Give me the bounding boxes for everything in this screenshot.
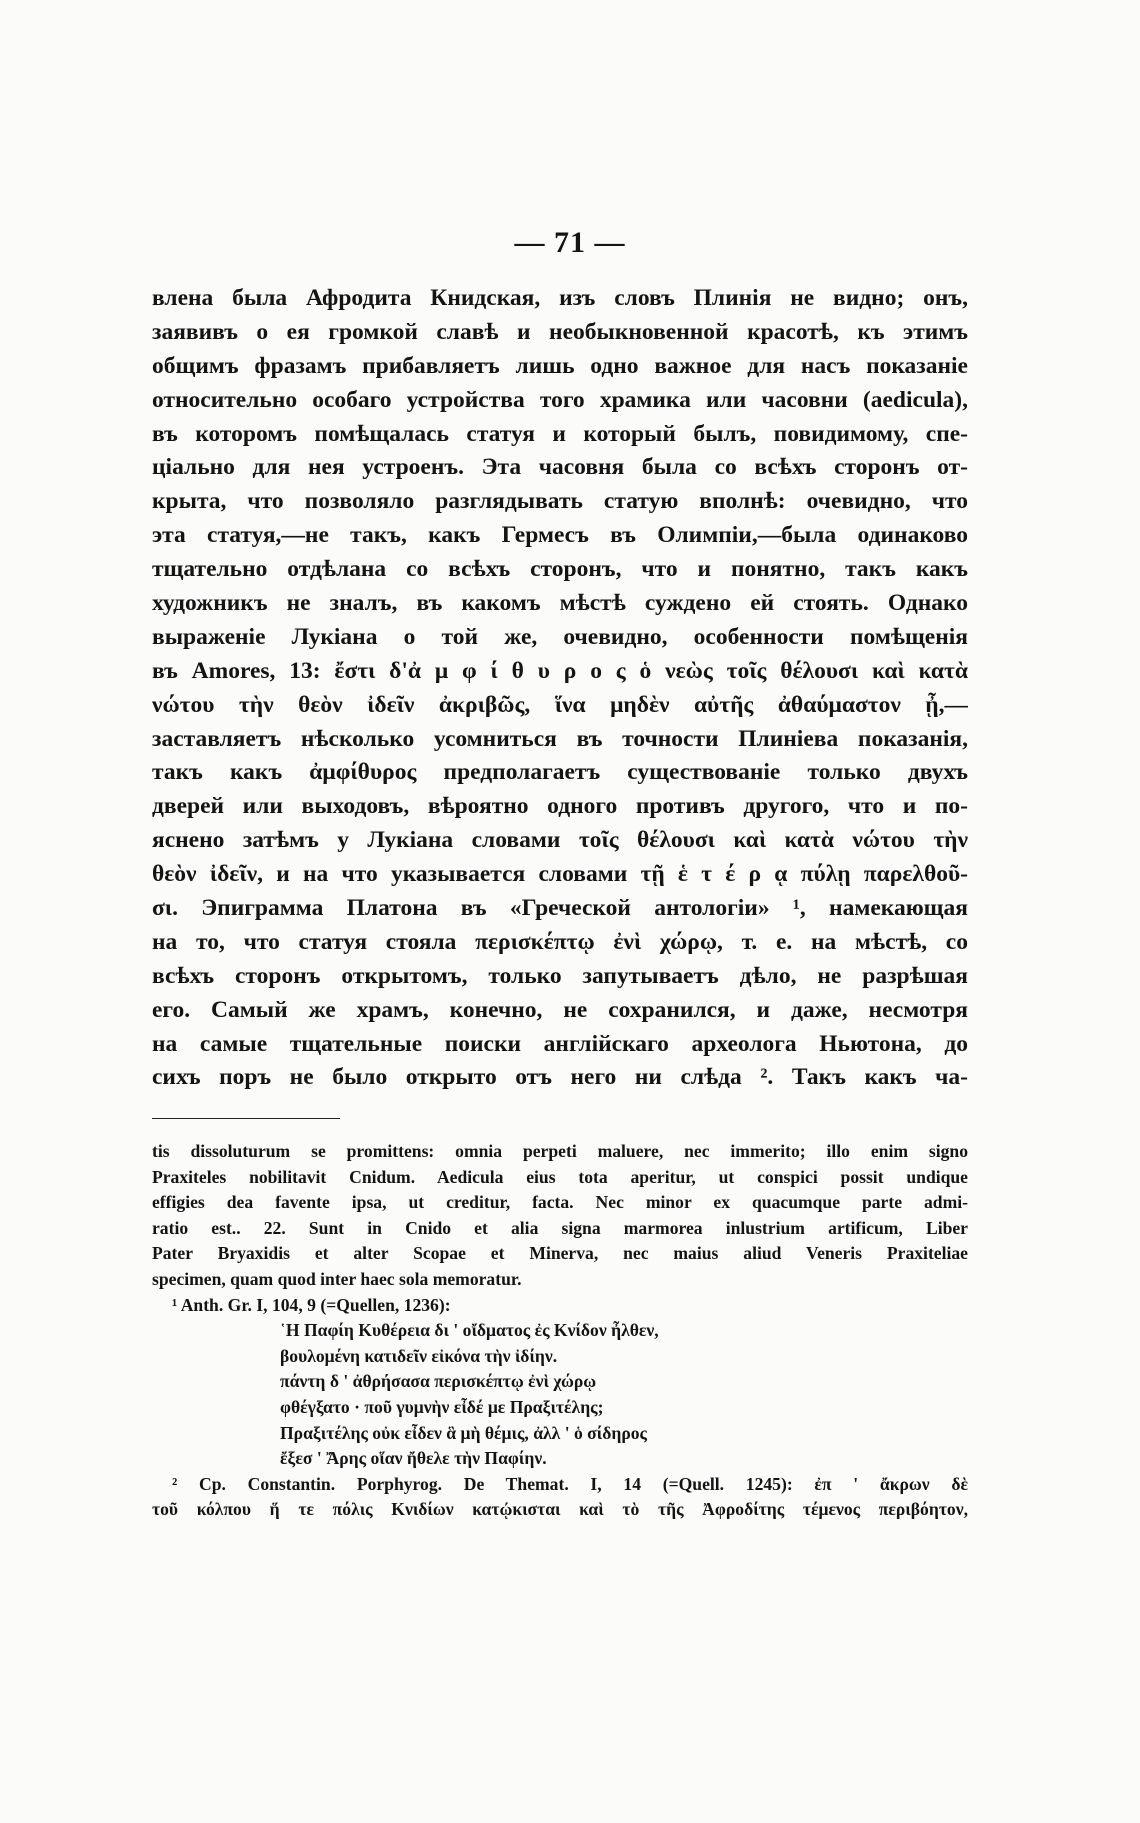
text-line: такъ какъ ἀμφίθυρος предполагаетъ существованіе только двухъ <box>152 759 968 786</box>
text-line: ціально для нея устроенъ. Эта часовня была со всѣхъ сторонъ от- <box>152 454 968 481</box>
text-line: относительно особаго устройства того храмика или часовни (aedicula), <box>152 386 968 413</box>
text-line: эта статуя,—не такъ, какъ Гермесъ въ Олимпіи,—была одинаково <box>152 522 968 549</box>
footnote-divider <box>152 1118 340 1119</box>
text-line: влена была Афродита Книдская, изъ словъ Плинія не видно; онъ, <box>152 285 968 311</box>
footnote-2-line: τοῦ κόλπου ἥ τε πόλις Κνιδίων κατῴκισται καὶ τὸ τῆς Ἀφροδίτης τέμενος περιβόητον, <box>152 1499 968 1520</box>
text-line: его. Самый же храмъ, конечно, не сохранился, и даже, несмотря <box>152 996 968 1023</box>
text-line: дверей или выходовъ, вѣроятно одного противъ другого, что и по- <box>152 793 968 820</box>
text-line: на самые тщательные поиски англійскаго археолога Ньютона, до <box>152 1030 968 1057</box>
footnote-continuation-line: ratio est.. 22. Sunt in Cnido et alia signa marmorea inlustrium artificum, Liber <box>152 1217 968 1238</box>
text-line: всѣхъ сторонъ открытомъ, только запутываетъ дѣло, не разрѣшая <box>152 962 968 989</box>
text-line: общимъ фразамъ прибавляетъ лишь одно важное для насъ показаніе <box>152 352 968 379</box>
text-line: νώτου τὴν θεὸν ἰδεῖν ἀκριβῶς, ἵνα μηδὲν αὐτῆς ἀθαύμαστον ᾖ,— <box>152 691 968 718</box>
text-line: заставляетъ нѣсколько усомниться въ точности Плиніева показанія, <box>152 725 968 752</box>
text-line: въ Amores, 13: ἔστι δ'ἀ μ φ ί θ υ ρ ο ς ὁ νεὼς τοῖς θέλουσι καὶ κατὰ <box>152 657 968 684</box>
text-line: крыта, что позволяло разглядывать статую вполнѣ: очевидно, что <box>152 488 968 515</box>
text-line: σι. Эпиграмма Платона въ «Греческой антологіи» ¹, намекающая <box>152 895 968 922</box>
text-line: художникъ не зналъ, въ какомъ мѣстѣ суждено ей стоять. Однако <box>152 590 968 617</box>
epigram-verse-line: Πραξιτέλης οὐκ εἶδεν ἃ μὴ θέμις, ἀλλ ' ὁ σίδηρος <box>280 1422 647 1443</box>
text-line: въ которомъ помѣщалась статуя и который былъ, повидимому, спе- <box>152 420 968 447</box>
text-line: θεὸν ἰδεῖν, и на что указывается словами τῇ ἑ τ έ ρ ᾳ πύλῃ παρελθοῦ- <box>152 861 968 888</box>
epigram-verse-line: ῾Η Παφίη Κυθέρεια δι ' οἴδματος ἐς Κνίδον ἦλθεν, <box>280 1320 659 1341</box>
main-text <box>152 282 968 1095</box>
footnote-continuation-line: specimen, quam quod inter haec sola memoratur. <box>152 1268 522 1289</box>
text-line: яснено затѣмъ у Лукіана словами τοῖς θέλουσι καὶ κατὰ νώτου τὴν <box>152 827 968 854</box>
page-number: — 71 — <box>514 226 626 259</box>
text-line: на то, что статуя стояла περισκέπτῳ ἐνὶ χώρῳ, т. е. на мѣстѣ, со <box>152 928 968 955</box>
footnote-continuation-line: effigies dea favente ipsa, ut creditur, facta. Nec minor ex quacumque parte admi- <box>152 1192 968 1213</box>
epigram-verse-line: πάντη δ ' ἀθρήσασα περισκέπτῳ ἐνὶ χώρῳ <box>280 1371 597 1392</box>
epigram-verse-line: φθέγξατο · ποῦ γυμνὴν εἶδέ με Πραξιτέλης; <box>280 1396 604 1417</box>
footnote-continuation-line: tis dissoluturum se promittens: omnia perpeti maluere, nec immerito; illo enim signo <box>152 1141 968 1161</box>
footnote-continuation-line: Pater Bryaxidis et alter Scopae et Minerva, nec maius aliud Veneris Praxiteliae <box>152 1243 968 1264</box>
footnote-1-heading: ¹ Anth. Gr. I, 104, 9 (=Quellen, 1236): <box>172 1294 451 1315</box>
text-line: тщательно отдѣлана со всѣхъ сторонъ, что и понятно, такъ какъ <box>152 556 968 583</box>
epigram-verse-line: βουλομένη κατιδεῖν εἰκόνα τὴν ἰδίην. <box>280 1345 558 1366</box>
footnote-continuation-line: Praxiteles nobilitavit Cnidum. Aedicula eius tota aperitur, ut conspici possit undique <box>152 1166 968 1187</box>
footnote-2-line: ² Cp. Constantin. Porphyrog. De Themat. I, 14 (=Quell. 1245): ἐπ ' ἄκρων δὲ <box>172 1473 968 1494</box>
text-line: заявивъ о ея громкой славѣ и необыкновенной красотѣ, къ этимъ <box>152 318 968 345</box>
text-line: выраженіе Лукіана о той же, очевидно, особенности помѣщенія <box>152 623 968 650</box>
footnotes <box>152 1139 968 1523</box>
epigram-verse-line: ἔξεσ ' Ἄρης οἵαν ἤθελε τὴν Παφίην. <box>280 1448 547 1469</box>
text-line: сихъ поръ не было открыто отъ него ни слѣда ². Такъ какъ ча- <box>152 1064 968 1091</box>
